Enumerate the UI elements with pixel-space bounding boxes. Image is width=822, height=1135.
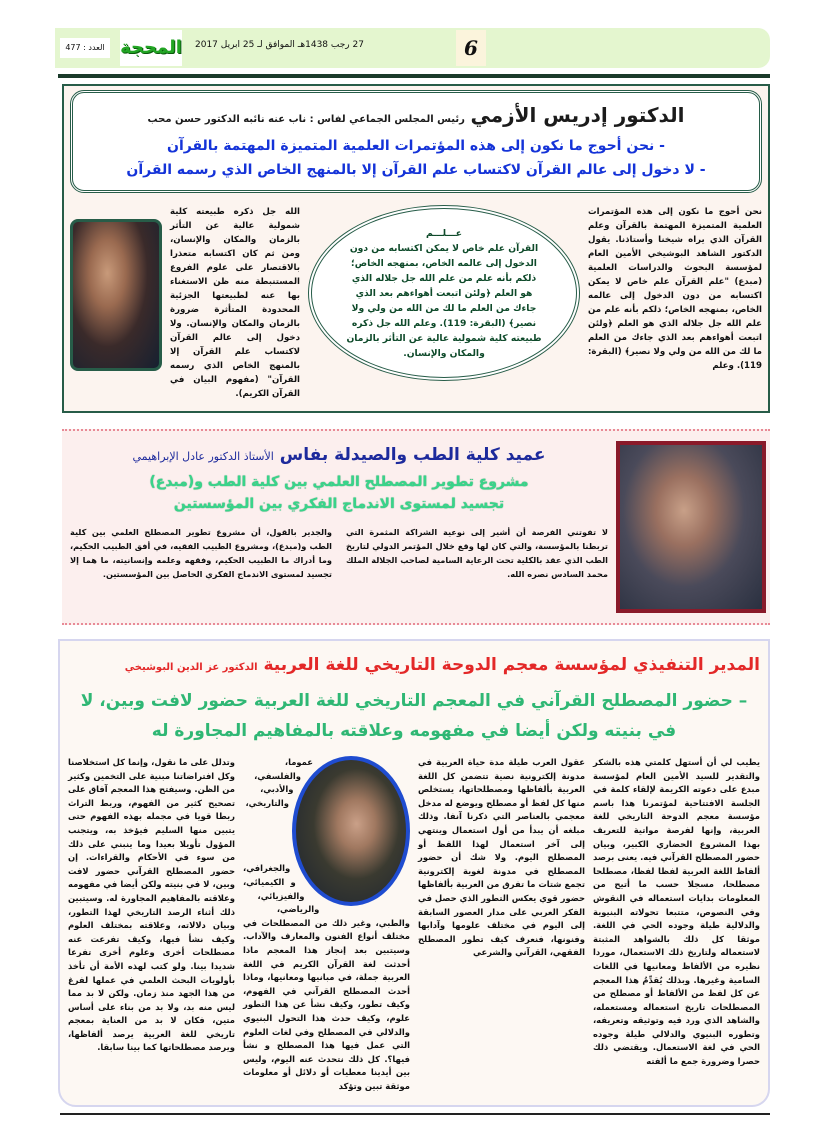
article-bouchikhi bbox=[58, 639, 770, 1107]
newspaper-logo: المحجة bbox=[120, 30, 182, 66]
article-bouchikhi-title bbox=[68, 651, 760, 682]
column-1: يطيب لي أن أستهل كلمتي هذه بالشكر والتقدير للسيد الأمين العام لمؤسسة مبدع على دعوته الكريمة لإلقاء كلمة في الجلسة الافتتاحية لمؤتمرنا هذا باسم مؤسسة معجم الدوحة التاريخي للغة العربية، وإنها لفرصة مواتية للتعريف بهذا المشروع الحضاري الكبير، وبيان حضور المصطلح القرآني فيه. يعنى برصد ألفاظ اللغة العربية لفظا لفظا، مصطلحا مصطلحا، مسجلا حسب ما أتيح من المعلومات بدايات استعماله في النقوش وفي النصوص، متتبعا تحولاته البنيوية والدلالية طيلة وجوده الحي في اللغة. موثقا كل ذلك بالشواهد المثبتة لاستعماله ولتاريخ ذلك الاستعمال، موردا نظيره من الألفاظ ومعانيها في اللغات السامية وغيرها. وبذلك يُقدِّمُ هذا المعجم عن كل لفظ من الألفاظ أو مصطلح من المصطلحات تاريخ استعماله ومستعمله، والشاهد الذي ورد فيه وتوثيقه وتعريفه، وتطوره البنيوي والدلالي طيلة وجوده الحي في لغة الاستعمال. ويقتضي ذلك حصرا وضرورة جمع ما ألفته bbox=[593, 757, 760, 1067]
issue-number: العدد : 477 bbox=[60, 38, 110, 58]
subheadline-1: مشروع تطوير المصطلح العلمي بين كلية الطب و(مبدع) bbox=[149, 474, 529, 490]
subheadline-2: تجسيد لمستوى الاندماج الفكري بين المؤسستين bbox=[173, 496, 505, 512]
column-3 bbox=[243, 756, 410, 1093]
header-divider bbox=[58, 74, 770, 78]
director-photo bbox=[292, 756, 410, 906]
issue-date: 27 رجب 1438هـ الموافق لـ 25 ابريل 2017 bbox=[195, 40, 364, 50]
headline-2: - لا دخول إلى عالم القرآن لاكتساب علم القرآن إلا بالمنهج الخاص الذي رسمه القرآن bbox=[126, 162, 706, 178]
article-bouchikhi-headline: – حضور المصطلح القرآني في المعجم التاريخي للغة العربية حضور لافت وبين، لا في بنيته ولكن أيضا في مفهومه وعلاقته بالمفاهيم المجاورة له bbox=[80, 691, 748, 741]
headline-1: - نحن أحوج ما نكون إلى هذه المؤتمرات العلمية المتميزة المهتمة بالقرآن bbox=[167, 138, 665, 154]
footer-rule bbox=[60, 1113, 770, 1115]
article-azmi-col-right: نحن أحوج ما نكون إلى هذه المؤتمرات العلمية المتميزة المهتمة بالقرآن وعلم القرآن الذي يراه شيخنا وأستاذنا. يقول الدكتور الشاهد البوشيخي الأمين العام لمؤسسة البحوث والدراسات العلمية (مبدع) "علم القرآن علم خاص لا يمكن اكتسابه من دون الدخول إلى عالمه الخاص، بمنهجه الخاص؛ ذلكم بأنه علم من علم الله جل جلاله الذي هو العلم ﴿ولئن اتبعت أهواءهم بعد الذي جاءك من العلم ما لك من الله من ولي ولا نصير﴾ (البقرة: 119). وعلم bbox=[588, 207, 762, 371]
page-number: 6 bbox=[456, 30, 486, 66]
article-ibrahimi-title bbox=[70, 441, 608, 471]
article-ibrahimi bbox=[62, 429, 770, 625]
article-azmi-col-left: الله جل ذكره طبيعته كلية شمولية عالية عن التأثر بالزمان والمكان والإنسان، ومن ثم كان اكتسابه متعذرا بالاقتصار على علوم الفروع المستنبطة منه ظن الاستغناء بها عنه لطبيعتها الجزئية المحدودة المتأثرة ضرورة بالزمان والمكان والإنسان. ولا دخول إلى عالم القرآن لاكتساب علم القرآن إلا بالمنهج الخاص الذي رسمه القرآن" (مفهوم البيان في القرآن الكريم). bbox=[170, 207, 300, 399]
pull-quote-text: القرآن علم خاص لا يمكن اكتسابه من دون الدخول إلى عالمه الخاص، بمنهجه الخاص؛ ذلكم بأنه علم من علم الله جل جلاله الذي هو العلم ﴿ولئن اتبعت أهواءهم بعد الذي جاءك من العلم ما لك من الله من ولي ولا نصير﴾ (البقرة: 119). وعلم الله جل ذكره طبيعته كلية شمولية عالية عن التأثر بالزمان والمكان والإنسان. bbox=[346, 242, 542, 359]
article-azmi-body bbox=[70, 205, 762, 401]
article-ibrahimi-content bbox=[70, 441, 608, 613]
article-ibrahimi-col-left: والجدير بالقول، أن مشروع تطوير المصطلح العلمي بين كلية الطب و(مبدع)، ومشروع الطبيب الفقيه، في أفق الطبيب الحكيم، وما أدراك ما الطبيب الحكيم، وفقهه وعلمه وإنسانيته، ما هما إلا تجسيد لمستوى الاندماج الفكري الحاصل بين المؤسستين. bbox=[70, 527, 332, 579]
pull-quote-oval bbox=[308, 205, 580, 381]
column-3-text: عموما، والفلسفي، والأدبي، والتاريخي، والجغرافي، و الكيميائي، والفيزيائي، والرياضي، والطبي، وغير ذلك من المصطلحات في مختلف أنواع الفنون والمعارف والآداب. وسيتبين بعد إنجاز هذا المعجم ماذا أحدثت لغة القرآن الكريم في اللغة العربية جملة، في مبانيها ومعانيها، وماذا أحدث المصطلح القرآني في الفهوم، وكيف تطور، وكيف نشأ عن هذا التطور علوم، وكيف حدث هذا التحول البنيوي والدلالي في المصطلح وفي لغات العلوم التي عمل فيها هذا المصطلح و نشأ فيها؟. كل ذلك نتحدث عنه اليوم، وليس بين أيدينا معطيات أو دلائل أو معلومات موثقة تبين وتؤكد bbox=[243, 757, 410, 1091]
title-role: المدير التنفيذي لمؤسسة معجم الدوحة التاريخي للغة العربية bbox=[263, 655, 760, 675]
speaker-role: رئيس المجلس الجماعي لفاس : ناب عنه نائبه الدكتور حسن محب bbox=[147, 114, 465, 125]
speaker-name: الدكتور إدريس الأزمي bbox=[470, 103, 685, 127]
title-role: عميد كلية الطب والصيدلة بفاس bbox=[279, 445, 546, 465]
column-2: عقول العرب طيلة مدة حياة العربية في مدونة إلكترونية نصية تتضمن كل اللغة العربية بألفاظها ومصطلحاتها، يستخلص منها كل لفظ أو مصطلح ويوضع له مدخل معجمي بالعناصر التي ذكرنا آنفا. وذلك مبلغه أن يبدأ من أول استعمال وينتهي إلى آخر استعمال لهذا اللفظ أو المصطلح اليوم. ولا شك أن حضور المصطلح في مدونة لغوية إلكترونية تجمع شتات ما تفرق من العربية بألفاظها حضور قوي يعكس التطور الذي حصل في الفكر العربي على مدار العصور السابقة إلى اليوم في مختلف علومها وآدابها وفنونها، فنعرف كيف تطور المصطلح الفقهي، القرآني والشرعي bbox=[418, 757, 585, 958]
speaker-photo bbox=[70, 219, 162, 371]
article-ibrahimi-columns bbox=[70, 525, 608, 581]
article-azmi-headline-box bbox=[70, 90, 762, 193]
pull-quote-label: عـــلـــم bbox=[425, 227, 463, 239]
title-name: الدكتور عز الدين البوشيخي bbox=[124, 662, 258, 673]
article-bouchikhi-columns bbox=[68, 756, 760, 1093]
article-ibrahimi-col-right: لا تفوتني الفرصة أن أشير إلى نوعية الشراكة المثمرة التي تربطنا بالمؤسسة، والتي كان لها وقع خلال المؤتمر الدولي لتاريخ الطب الذي عقد بالكلية تحت الرعاية السامية لصاحب الجلالة الملك محمد السادس نصره الله. bbox=[346, 527, 608, 579]
title-name: الأستاذ الدكتور عادل الإبراهيمي bbox=[132, 450, 274, 463]
masthead-bar bbox=[55, 28, 770, 68]
dean-photo bbox=[616, 441, 766, 613]
column-4: وتدلل على ما نقول، وإنما كل استخلاصنا وكل افتراضاتنا مبنية على التخمين وكثير من الظن. وسيفتح هذا المعجم آفاق على تصحيح كثير من الفهوم، وربط التراث ربطا قويا في مجمله بهذه الفهوم حتى يتبين منها السليم فيؤخذ به، ويتجنب المؤول تأويلا بعيدا وما ينبني على ذلك من سوء في الأحكام والقراءات. إن حضور المصطلح القرآني حضور لافت وبين، لا في بنيته ولكن أيضا في مفهومه وعلاقته بالمفاهيم المجاورة له. وسيتبين ذلك أثناء الرصد التاريخي لهذا التطور، وبيان دلالاته، وعلاقته بمختلف العلوم وكيف نشأ فيها، وكيف تفرعت عنه مصطلحات أخرى وعلوم أخرى تفرعا شديدا بينا. ولو كتب لهذه الأمة أن تأخذ بأولويات البحث العلمي في عملها لفرغ من هذا الجهد منذ زمان. ولكن لا بد مما ليس منه بد، ولا بد من بناء على أساس متين، فكان لا بد من العناية بمعجم تاريخي للغة العربية يرصد ألفاظها، ويرصد مصطلحاتها كما بينا سابقا. bbox=[68, 757, 235, 1053]
article-azmi bbox=[62, 84, 770, 413]
article-azmi-title bbox=[85, 101, 747, 134]
